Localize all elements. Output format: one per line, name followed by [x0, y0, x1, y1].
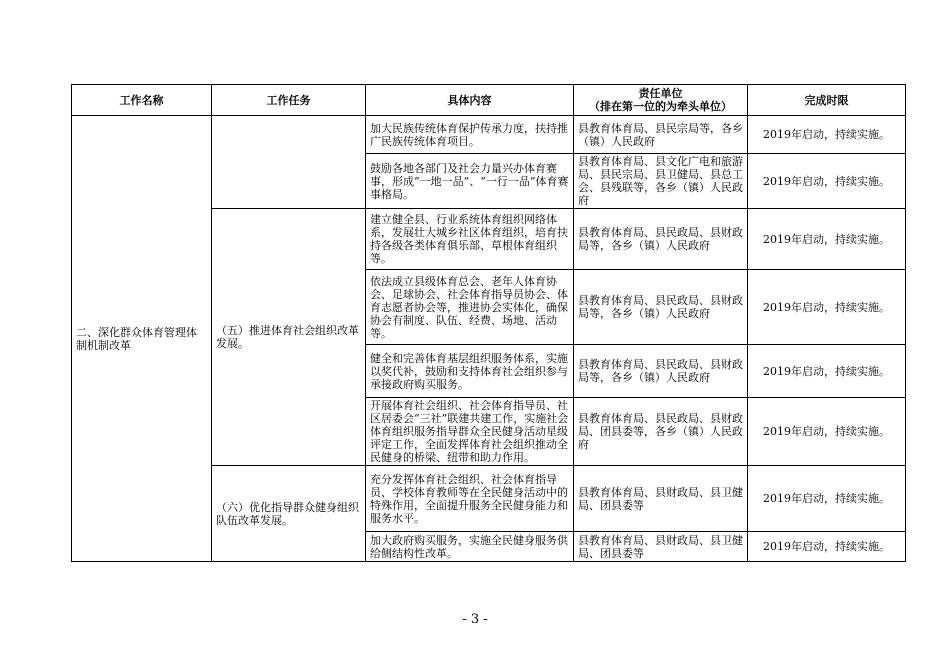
work-task-cell: （六）优化指导群众健身组织队伍改革发展。: [212, 466, 366, 562]
header-responsible-unit: [574, 85, 748, 116]
content-cell: 加大政府购买服务，实施全民健身服务供给侧结构性改革。: [366, 532, 574, 562]
header-work-task: 工作任务: [212, 85, 366, 116]
deadline-cell: 2019年启动，持续实施。: [748, 270, 906, 345]
task-table: [71, 84, 906, 562]
header-work-name: 工作名称: [72, 85, 212, 116]
header-responsible-title: 责任单位: [638, 87, 683, 100]
header-row: [72, 85, 906, 116]
deadline-cell: 2019年启动，持续实施。: [748, 209, 906, 270]
header-responsible-note: （排在第一位的为牵头单位）: [589, 100, 732, 113]
deadline-cell: 2019年启动，持续实施。: [748, 116, 906, 154]
unit-cell: 县教育体育局、县文化广电和旅游局、县民宗局、县卫健局、县总工会、县残联等，各乡（镇）人民政府: [574, 154, 748, 209]
work-task-cell-empty: [212, 116, 366, 209]
content-cell: 充分发挥体育社会组织、社会体育指导员、学校体育教师等在全民健身活动中的特殊作用，全面提升服务全民健身能力和服务水平。: [366, 466, 574, 532]
table-row: [72, 116, 906, 154]
deadline-cell: 2019年启动，持续实施。: [748, 154, 906, 209]
unit-cell: 县教育体育局、县财政局、县卫健局、团县委等: [574, 466, 748, 532]
unit-cell: 县教育体育局、县民宗局等，各乡（镇）人民政府: [574, 116, 748, 154]
unit-cell: 县教育体育局、县财政局、县卫健局、团县委等: [574, 532, 748, 562]
deadline-cell: 2019年启动，持续实施。: [748, 345, 906, 398]
unit-cell: 县教育体育局、县民政局、县财政局等，各乡（镇）人民政府: [574, 209, 748, 270]
header-deadline: 完成时限: [748, 85, 906, 116]
unit-cell: 县教育体育局、县民政局、县财政局等，各乡（镇）人民政府: [574, 270, 748, 345]
deadline-cell: 2019年启动，持续实施。: [748, 466, 906, 532]
unit-cell: 县教育体育局、县民政局、县财政局、团县委等，各乡（镇）人民政府: [574, 398, 748, 466]
deadline-cell: 2019年启动，持续实施。: [748, 532, 906, 562]
page-number: - 3 -: [462, 612, 488, 627]
header-content: 具体内容: [366, 85, 574, 116]
deadline-cell: 2019年启动，持续实施。: [748, 398, 906, 466]
unit-cell: 县教育体育局、县民政局、县财政局等，各乡（镇）人民政府: [574, 345, 748, 398]
content-cell: 鼓励各地各部门及社会力量兴办体育赛事，形成“一地一品”、“一行一品”体育赛事格局。: [366, 154, 574, 209]
content-cell: 建立健全县、行业系统体育组织网络体系，发展壮大城乡社区体育组织，培育扶持各级各类体育俱乐部、草根体育组织等。: [366, 209, 574, 270]
content-cell: 健全和完善体育基层组织服务体系，实施以奖代补，鼓励和支持体育社会组织参与承接政府购买服务。: [366, 345, 574, 398]
work-task-cell: （五）推进体育社会组织改革发展。: [212, 209, 366, 466]
content-cell: 开展体育社会组织、社会体育指导员、社区居委会“三社”联建共建工作，实施社会体育组织服务指导群众全民健身活动星级评定工作，全面发挥体育社会组织推动全民健身的桥梁、纽带和助力作用。: [366, 398, 574, 466]
content-cell: 加大民族传统体育保护传承力度，扶持推广民族传统体育项目。: [366, 116, 574, 154]
work-name-cell: 二、深化群众体育管理体制机制改革: [72, 116, 212, 562]
content-cell: 依法成立县级体育总会、老年人体育协会、足球协会、社会体育指导员协会、体育志愿者协会等，推进协会实体化，确保协会有制度、队伍、经费、场地、活动等。: [366, 270, 574, 345]
